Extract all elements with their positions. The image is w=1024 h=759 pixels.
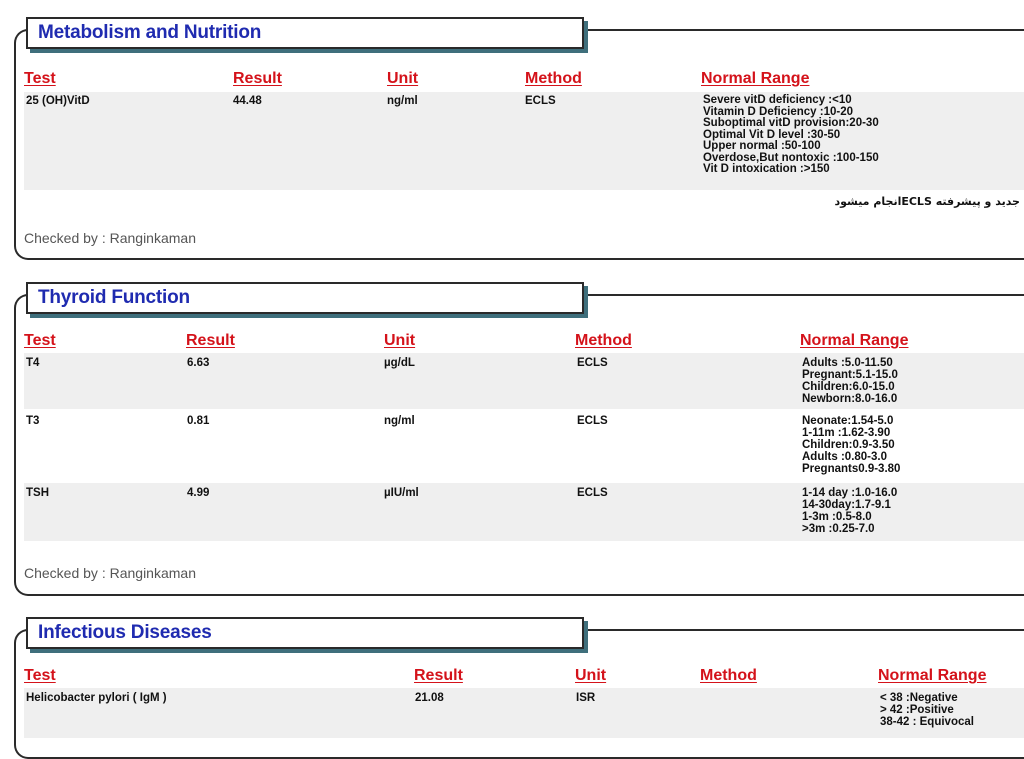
- test-name: T3: [26, 415, 40, 427]
- test-name: TSH: [26, 487, 49, 499]
- header-result: Result: [414, 667, 463, 684]
- method-note: جدید و پیشرفته ECLSانجام میشود: [834, 195, 1020, 208]
- section-title: Thyroid Function: [38, 287, 190, 308]
- header-test: Test: [24, 70, 56, 87]
- test-method: ECLS: [525, 95, 556, 107]
- test-unit: µg/dL: [384, 357, 415, 369]
- header-normal-range: Normal Range: [800, 332, 909, 349]
- test-normal-range: < 38 :Negative > 42 :Positive 38-42 : Equivocal: [880, 692, 974, 728]
- section-title: Metabolism and Nutrition: [38, 22, 262, 43]
- test-normal-range: Adults :5.0-11.50 Pregnant:5.1-15.0 Children:6.0-15.0 Newborn:8.0-16.0: [802, 357, 898, 405]
- test-result: 6.63: [187, 357, 210, 369]
- test-result: 21.08: [415, 692, 444, 704]
- header-test: Test: [24, 667, 56, 684]
- test-unit: ISR: [576, 692, 596, 704]
- header-normal-range: Normal Range: [878, 667, 987, 684]
- test-normal-range: Severe vitD deficiency :<10 Vitamin D Deficiency :10-20 Suboptimal vitD provision:20-30 Optimal Vit D level :30-50 Upper normal :50-100 Overdose,But nontoxic :100-150 Vit D intoxication :>150: [703, 94, 879, 175]
- test-unit: µIU/ml: [384, 487, 419, 499]
- test-name: Helicobacter pylori ( IgM ): [26, 692, 167, 704]
- thyroid-section: [14, 287, 1024, 596]
- test-normal-range: Neonate:1.54-5.0 1-11m :1.62-3.90 Children:0.9-3.50 Adults :0.80-3.0 Pregnants0.9-3.80: [802, 415, 901, 475]
- header-unit: Unit: [575, 667, 607, 684]
- test-name: T4: [26, 357, 40, 369]
- header-method: Method: [575, 332, 632, 349]
- header-result: Result: [233, 70, 282, 87]
- metabolism-section: [14, 22, 1024, 260]
- section-title-box: [26, 17, 584, 49]
- test-method: ECLS: [577, 415, 608, 427]
- test-result: 44.48: [233, 95, 262, 107]
- test-result: 0.81: [187, 415, 210, 427]
- test-unit: ng/ml: [387, 95, 418, 107]
- test-normal-range: 1-14 day :1.0-16.0 14-30day:1.7-9.1 1-3m :0.5-8.0 >3m :0.25-7.0: [802, 487, 898, 535]
- section-title-box: [26, 282, 584, 314]
- header-result: Result: [186, 332, 235, 349]
- test-unit: ng/ml: [384, 415, 415, 427]
- header-normal-range: Normal Range: [701, 70, 810, 87]
- checked-by: Checked by : Ranginkaman: [24, 565, 196, 581]
- header-method: Method: [700, 667, 757, 684]
- header-unit: Unit: [387, 70, 419, 87]
- header-test: Test: [24, 332, 56, 349]
- test-method: ECLS: [577, 357, 608, 369]
- test-result: 4.99: [187, 487, 210, 499]
- table-row: [24, 688, 1024, 738]
- header-unit: Unit: [384, 332, 416, 349]
- section-title: Infectious Diseases: [38, 622, 212, 643]
- test-method: ECLS: [577, 487, 608, 499]
- section-title-box: [26, 617, 584, 649]
- header-method: Method: [525, 70, 582, 87]
- checked-by: Checked by : Ranginkaman: [24, 230, 196, 246]
- infectious-section: [14, 622, 1024, 759]
- test-name: 25 (OH)VitD: [26, 95, 90, 107]
